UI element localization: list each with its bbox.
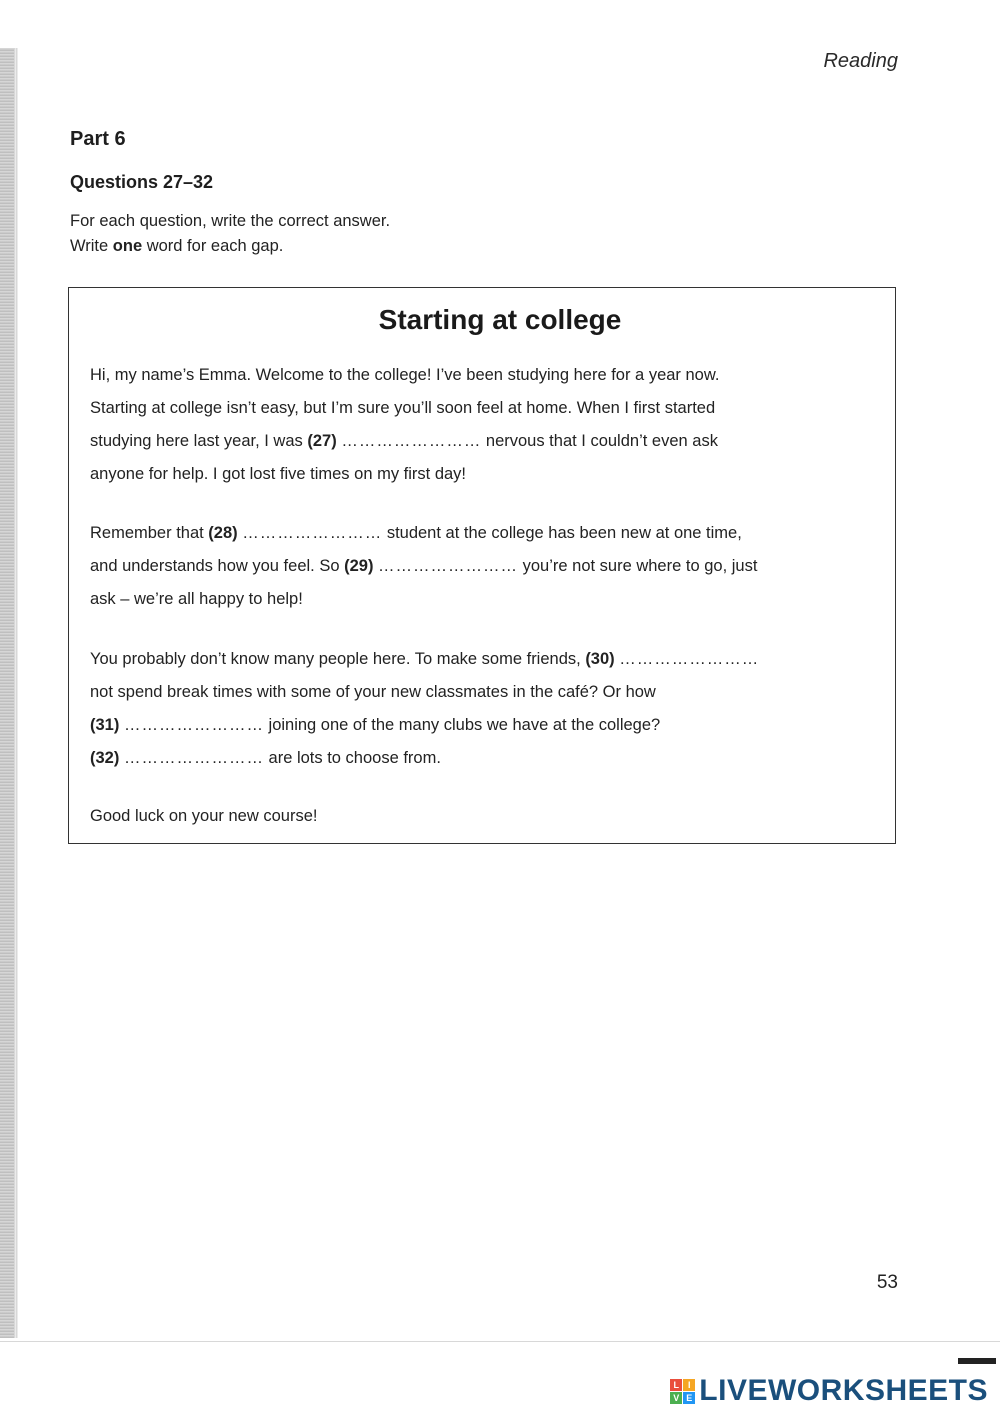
footer-divider (0, 1341, 1000, 1342)
logo-letter-v: V (670, 1392, 682, 1404)
answer-gap-32[interactable]: …………………… (123, 749, 264, 767)
question-number-32: (32) (90, 749, 120, 767)
answer-gap-30[interactable]: …………………… (619, 650, 760, 668)
answer-gap-29[interactable]: …………………… (378, 557, 519, 575)
liveworksheets-logo[interactable] (670, 1374, 988, 1408)
logo-letter-e: E (683, 1392, 695, 1404)
question-number-27: (27) (307, 432, 337, 450)
page-binding-shadow (14, 48, 18, 1338)
instruction-line-1: For each question, write the correct answer. (70, 212, 391, 230)
page-number: 53 (876, 1272, 898, 1293)
logo-letter-l: L (670, 1379, 682, 1391)
text-title: Starting at college (378, 304, 622, 335)
paragraph-1: Hi, my name’s Emma. Welcome to the college! I’ve been studying here for a year now. Starting at college isn’t easy, but I’m sure you’ll soon feel at home. When I first started studying here last year, I was (27) …………………… nervous that I couldn’t even ask anyone for help. I got lost five times on my first day! (90, 366, 720, 483)
paragraph-2: Remember that (28) …………………… student at the college has been new at one time, and understands how you feel. So (29) …………………… you’re not sure where to go, just ask – we’re all happy to help! (90, 524, 758, 608)
question-number-31: (31) (90, 716, 120, 734)
scan-mark (958, 1358, 996, 1364)
question-number-29: (29) (344, 557, 374, 575)
brand-name: LIVEWORKSHEETS (699, 1374, 988, 1407)
paragraph-3: You probably don’t know many people here. To make some friends, (30) …………………… not spend break times with some of your new classmates in the café? Or how (31) …………………… joining one of the many clubs we have at the college? (32) …………………… are lots to choose from. (90, 650, 760, 767)
instruction-line-2: Write one word for each gap. (70, 237, 284, 255)
questions-range: Questions 27–32 (70, 172, 214, 192)
section-label: Reading (823, 50, 898, 72)
question-number-28: (28) (208, 524, 238, 542)
part-title: Part 6 (70, 128, 126, 150)
question-number-30: (30) (585, 650, 615, 668)
answer-gap-31[interactable]: …………………… (123, 716, 264, 734)
logo-letter-i: I (683, 1379, 695, 1391)
page-binding-edge (0, 48, 14, 1338)
answer-gap-28[interactable]: …………………… (242, 524, 383, 542)
paragraph-4: Good luck on your new course! (90, 807, 318, 825)
liveworksheets-logo-icon (670, 1379, 695, 1404)
answer-gap-27[interactable]: …………………… (341, 432, 482, 450)
